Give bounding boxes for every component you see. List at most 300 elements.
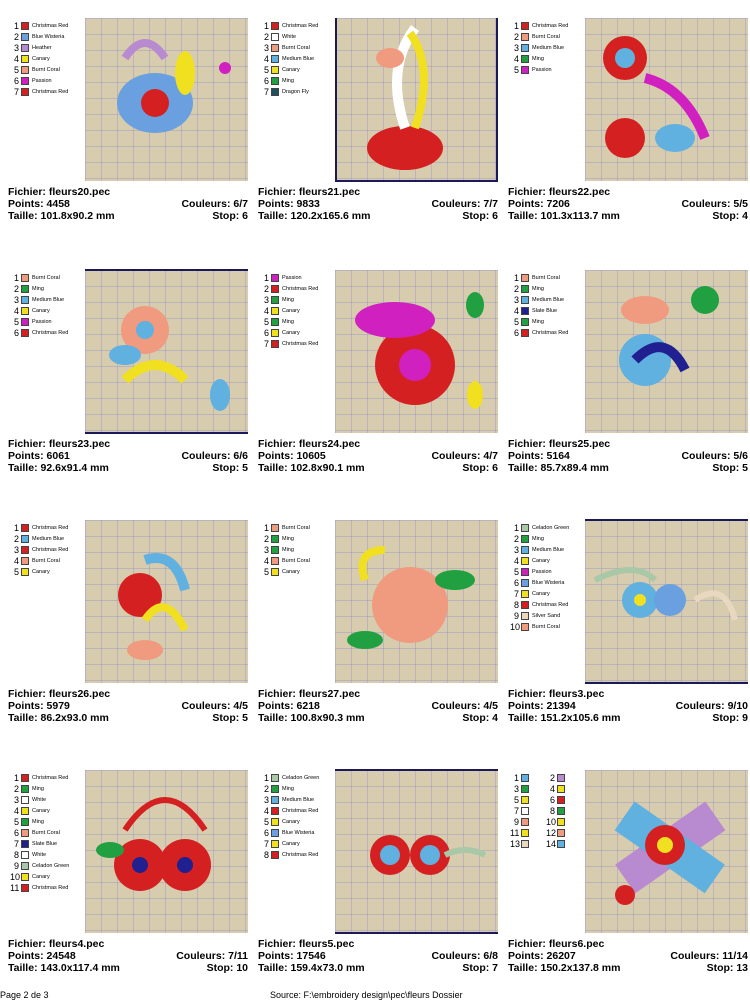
color-swatch [271, 524, 279, 532]
legend-item [260, 75, 340, 86]
legend-item [260, 20, 340, 31]
legend-number: 5 [13, 64, 19, 75]
legend-color-name: Christmas Red [532, 22, 569, 29]
file-name: fleurs20.pec [48, 186, 111, 198]
points-value: 21394 [546, 700, 576, 712]
legend-item [260, 64, 340, 75]
legend-color-name: Canary [32, 568, 50, 575]
size-label: Taille: [258, 962, 288, 974]
size-line [8, 210, 248, 222]
legend-number: 5 [13, 316, 19, 327]
hoop-edge [335, 180, 498, 182]
points-label: Points: [258, 198, 294, 210]
legend-item [510, 53, 590, 64]
legend-item [510, 588, 590, 599]
legend-item [260, 827, 340, 838]
size-value: 150.2x137.8 mm [540, 962, 621, 974]
color-swatch [557, 796, 565, 804]
legend-color-name: Passion [532, 568, 552, 575]
legend-color-name: Ming [532, 285, 544, 292]
color-swatch [21, 77, 29, 85]
legend-color-name: Burnt Coral [282, 44, 310, 51]
embroidery-motif [335, 770, 498, 933]
size-label: Taille: [8, 462, 38, 474]
legend-color-name: Burnt Coral [282, 557, 310, 564]
legend-number: 3 [263, 42, 269, 53]
design-card [8, 770, 248, 1005]
legend-number: 3 [13, 544, 19, 555]
legend-number: 7 [13, 86, 19, 97]
legend-number: 4 [263, 555, 269, 566]
legend-number: 2 [13, 31, 19, 42]
legend-item [546, 783, 582, 794]
color-swatch [521, 623, 529, 631]
points-line [8, 700, 248, 712]
stop-label: Stop: [206, 962, 234, 974]
legend-color-name: Canary [32, 307, 50, 314]
legend-color-name: Slate Blue [32, 840, 58, 847]
legend-item [546, 816, 582, 827]
points-label: Points: [508, 700, 544, 712]
hoop-edge [496, 18, 498, 181]
points-label: Points: [258, 700, 294, 712]
stop-label: Stop: [462, 210, 490, 222]
color-swatch [271, 44, 279, 52]
points-value: 5979 [46, 700, 70, 712]
legend-number: 3 [263, 294, 269, 305]
points-value: 10605 [296, 450, 326, 462]
design-preview [585, 18, 748, 181]
design-preview [585, 270, 748, 433]
legend-color-name: Canary [282, 818, 300, 825]
color-swatch [271, 785, 279, 793]
legend-number: 4 [549, 783, 555, 794]
color-swatch [521, 807, 529, 815]
size-label: Taille: [508, 210, 538, 222]
legend-color-name: Medium Blue [32, 535, 65, 542]
color-swatch [271, 829, 279, 837]
legend-color-name: Christmas Red [32, 22, 69, 29]
color-swatch [521, 612, 529, 620]
legend-number: 10 [546, 816, 557, 827]
legend-color-name: Passion [282, 274, 302, 281]
legend-item [510, 316, 590, 327]
color-swatch [271, 796, 279, 804]
colors-label: Couleurs: [670, 950, 720, 962]
size-value: 159.4x73.0 mm [290, 962, 365, 974]
points-line [508, 450, 748, 462]
design-info [508, 186, 748, 222]
legend-item [546, 827, 582, 838]
file-line [8, 186, 248, 198]
legend-color-name: Canary [282, 66, 300, 73]
points-label: Points: [8, 450, 44, 462]
color-legend [10, 522, 90, 577]
size-label: Taille: [8, 962, 38, 974]
color-swatch [21, 307, 29, 315]
legend-color-name: Canary [282, 329, 300, 336]
legend-color-name: Medium Blue [32, 296, 65, 303]
legend-color-name: Canary [282, 568, 300, 575]
colors-label: Couleurs: [176, 950, 226, 962]
design-info [508, 438, 748, 474]
stop-label: Stop: [706, 962, 734, 974]
file-name: fleurs5.pec [298, 938, 355, 950]
stop-label: Stop: [212, 462, 240, 474]
legend-item [260, 42, 340, 53]
points-value: 6061 [46, 450, 70, 462]
file-name: fleurs24.pec [298, 438, 361, 450]
embroidery-motif [85, 18, 248, 181]
legend-color-name: Canary [282, 840, 300, 847]
legend-number: 11 [10, 882, 20, 893]
legend-item [260, 805, 340, 816]
legend-number: 4 [13, 305, 19, 316]
size-line [508, 712, 748, 724]
stop-value: 7 [492, 962, 498, 974]
legend-color-name: Ming [32, 785, 44, 792]
file-name: fleurs3.pec [548, 688, 605, 700]
legend-color-name: Burnt Coral [532, 623, 560, 630]
legend-item [260, 327, 340, 338]
hoop-edge [85, 432, 248, 434]
legend-item [260, 838, 340, 849]
legend-number: 10 [510, 621, 521, 632]
legend-item [546, 794, 582, 805]
legend-number: 6 [13, 327, 19, 338]
design-info [258, 938, 498, 974]
size-line [508, 462, 748, 474]
legend-number: 4 [263, 53, 269, 64]
legend-number: 3 [13, 794, 19, 805]
legend-color-name: Medium Blue [282, 55, 315, 62]
legend-item [10, 75, 90, 86]
legend-item [510, 772, 546, 783]
legend-item [260, 338, 340, 349]
embroidery-motif [335, 520, 498, 683]
legend-item [10, 871, 90, 882]
legend-number: 7 [513, 588, 519, 599]
color-swatch [271, 568, 279, 576]
colors-label: Couleurs: [675, 700, 725, 712]
legend-color-name: Christmas Red [282, 285, 319, 292]
legend-item [10, 566, 90, 577]
legend-item [260, 772, 340, 783]
points-line [508, 198, 748, 210]
file-label: Fichier: [8, 186, 46, 198]
points-line [258, 198, 498, 210]
legend-number: 2 [13, 283, 19, 294]
legend-number: 1 [513, 772, 519, 783]
color-swatch [271, 840, 279, 848]
size-line [258, 462, 498, 474]
design-info [258, 688, 498, 724]
file-name: fleurs4.pec [48, 938, 105, 950]
legend-number: 3 [513, 783, 519, 794]
legend-number: 2 [13, 533, 19, 544]
stop-label: Stop: [462, 462, 490, 474]
points-value: 4458 [46, 198, 70, 210]
stop-value: 6 [492, 462, 498, 474]
legend-item [260, 566, 340, 577]
legend-number: 12 [546, 827, 557, 838]
legend-item [510, 621, 590, 632]
points-line [8, 198, 248, 210]
legend-item [10, 20, 90, 31]
points-line [258, 450, 498, 462]
legend-number: 2 [263, 533, 269, 544]
legend-item [260, 544, 340, 555]
legend-color-name: Christmas Red [32, 546, 69, 553]
color-swatch [521, 796, 529, 804]
points-value: 17546 [296, 950, 326, 962]
legend-color-name: Christmas Red [32, 524, 69, 531]
legend-number: 7 [263, 838, 269, 849]
legend-item [510, 327, 590, 338]
color-swatch [521, 590, 529, 598]
legend-color-name: Ming [532, 318, 544, 325]
legend-number: 1 [13, 522, 19, 533]
legend-color-name: Ming [282, 535, 294, 542]
colors-value: 4/7 [483, 450, 498, 462]
legend-item [510, 827, 546, 838]
points-label: Points: [508, 198, 544, 210]
stop-label: Stop: [462, 712, 490, 724]
legend-number: 5 [263, 64, 269, 75]
legend-number: 3 [13, 294, 19, 305]
color-swatch [21, 329, 29, 337]
color-swatch [21, 546, 29, 554]
file-label: Fichier: [258, 938, 296, 950]
stop-value: 5 [242, 462, 248, 474]
legend-item [510, 794, 546, 805]
legend-number: 6 [13, 75, 19, 86]
design-card [508, 520, 748, 755]
points-label: Points: [258, 950, 294, 962]
legend-item [546, 772, 582, 783]
legend-number: 1 [13, 20, 19, 31]
design-card [258, 520, 498, 755]
size-value: 100.8x90.3 mm [290, 712, 365, 724]
size-label: Taille: [8, 712, 38, 724]
legend-item [10, 283, 90, 294]
colors-value: 5/5 [733, 198, 748, 210]
legend-item [510, 566, 590, 577]
legend-color-name: Christmas Red [32, 774, 69, 781]
legend-number: 6 [549, 794, 555, 805]
color-swatch [271, 274, 279, 282]
points-label: Points: [8, 700, 44, 712]
color-swatch [21, 568, 29, 576]
embroidery-motif [585, 770, 748, 933]
legend-item [10, 555, 90, 566]
color-legend [10, 272, 90, 338]
legend-item [260, 294, 340, 305]
legend-item [510, 294, 590, 305]
legend-number: 2 [263, 31, 269, 42]
stop-value: 6 [242, 210, 248, 222]
legend-item [10, 64, 90, 75]
legend-number: 1 [13, 272, 19, 283]
hoop-edge [585, 519, 748, 521]
color-swatch [21, 88, 29, 96]
legend-number: 5 [13, 566, 19, 577]
legend-number: 1 [13, 772, 19, 783]
file-label: Fichier: [508, 438, 546, 450]
size-value: 102.8x90.1 mm [290, 462, 365, 474]
legend-number: 6 [13, 827, 19, 838]
design-preview [85, 270, 248, 433]
legend-item [510, 272, 590, 283]
legend-item [510, 783, 546, 794]
color-swatch [521, 785, 529, 793]
legend-number: 3 [513, 544, 519, 555]
legend-number: 10 [10, 871, 21, 882]
legend-item [10, 783, 90, 794]
color-swatch [271, 33, 279, 41]
color-swatch [521, 818, 529, 826]
color-swatch [521, 524, 529, 532]
legend-color-name: Ming [282, 785, 294, 792]
legend-color-name: Christmas Red [32, 329, 69, 336]
color-swatch [21, 285, 29, 293]
legend-item [510, 42, 590, 53]
file-line [8, 438, 248, 450]
legend-item [10, 533, 90, 544]
legend-color-name: Ming [282, 77, 294, 84]
points-label: Points: [8, 198, 44, 210]
colors-value: 4/5 [233, 700, 248, 712]
color-legend [10, 20, 90, 97]
legend-number: 6 [263, 75, 269, 86]
points-line [258, 700, 498, 712]
size-label: Taille: [8, 210, 38, 222]
color-swatch [271, 88, 279, 96]
color-swatch [271, 318, 279, 326]
file-label: Fichier: [258, 186, 296, 198]
legend-item [510, 577, 590, 588]
legend-color-name: Burnt Coral [32, 557, 60, 564]
legend-number: 5 [263, 816, 269, 827]
legend-color-name: Burnt Coral [282, 524, 310, 531]
legend-color-name: Canary [32, 807, 50, 814]
legend-item [260, 783, 340, 794]
stop-label: Stop: [212, 210, 240, 222]
design-card [8, 270, 248, 505]
embroidery-motif [85, 520, 248, 683]
design-card [258, 270, 498, 505]
color-swatch [21, 524, 29, 532]
legend-number: 4 [13, 555, 19, 566]
points-line [258, 950, 498, 962]
design-preview [335, 270, 498, 433]
legend-color-name: Burnt Coral [532, 274, 560, 281]
color-swatch [21, 557, 29, 565]
legend-color-name: White [32, 796, 47, 803]
points-label: Points: [508, 950, 544, 962]
legend-color-name: Canary [532, 557, 550, 564]
color-swatch [521, 55, 529, 63]
legend-item [510, 838, 546, 849]
color-swatch [271, 285, 279, 293]
color-swatch [557, 807, 565, 815]
legend-number: 4 [13, 805, 19, 816]
stop-value: 13 [736, 962, 748, 974]
file-line [258, 438, 498, 450]
color-swatch [557, 818, 565, 826]
legend-number: 2 [263, 283, 269, 294]
legend-color-name: Ming [282, 296, 294, 303]
page-number: Page 2 de 3 [0, 990, 49, 1000]
size-value: 101.3x113.7 mm [540, 210, 620, 222]
legend-color-name: Blue Wisteria [32, 33, 65, 40]
colors-label: Couleurs: [431, 950, 481, 962]
color-swatch [21, 274, 29, 282]
stop-value: 5 [742, 462, 748, 474]
stop-value: 4 [492, 712, 498, 724]
legend-number: 5 [263, 316, 269, 327]
legend-number: 6 [513, 577, 519, 588]
color-swatch [521, 774, 529, 782]
colors-value: 7/7 [483, 198, 498, 210]
legend-item [260, 272, 340, 283]
design-card [8, 520, 248, 755]
legend-number: 5 [13, 816, 19, 827]
points-line [8, 450, 248, 462]
legend-item [510, 283, 590, 294]
file-name: fleurs23.pec [48, 438, 111, 450]
color-swatch [271, 66, 279, 74]
legend-number: 4 [263, 305, 269, 316]
legend-number: 5 [513, 566, 519, 577]
size-value: 120.2x165.6 mm [290, 210, 371, 222]
legend-number: 3 [263, 794, 269, 805]
file-name: fleurs21.pec [298, 186, 361, 198]
design-preview [85, 520, 248, 683]
legend-number: 3 [513, 294, 519, 305]
size-value: 101.8x90.2 mm [40, 210, 115, 222]
legend-item [260, 31, 340, 42]
legend-item [260, 555, 340, 566]
design-info [508, 938, 748, 974]
legend-item [10, 849, 90, 860]
color-swatch [521, 285, 529, 293]
color-swatch [521, 44, 529, 52]
color-swatch [521, 557, 529, 565]
color-swatch [21, 33, 29, 41]
color-swatch [271, 77, 279, 85]
color-swatch [521, 66, 529, 74]
legend-color-name: Burnt Coral [32, 274, 60, 281]
design-preview [585, 770, 748, 933]
colors-label: Couleurs: [681, 198, 731, 210]
legend-item [10, 86, 90, 97]
legend-item [510, 816, 546, 827]
legend-color-name: Passion [532, 66, 552, 73]
legend-number: 2 [513, 533, 519, 544]
hoop-edge [335, 769, 498, 771]
color-swatch [271, 807, 279, 815]
legend-item [510, 522, 590, 533]
points-line [508, 700, 748, 712]
file-name: fleurs26.pec [48, 688, 111, 700]
color-swatch [521, 601, 529, 609]
size-value: 86.2x93.0 mm [40, 712, 109, 724]
legend-number: 3 [513, 42, 519, 53]
color-swatch [271, 22, 279, 30]
file-line [508, 438, 748, 450]
legend-color-name: Medium Blue [532, 296, 565, 303]
